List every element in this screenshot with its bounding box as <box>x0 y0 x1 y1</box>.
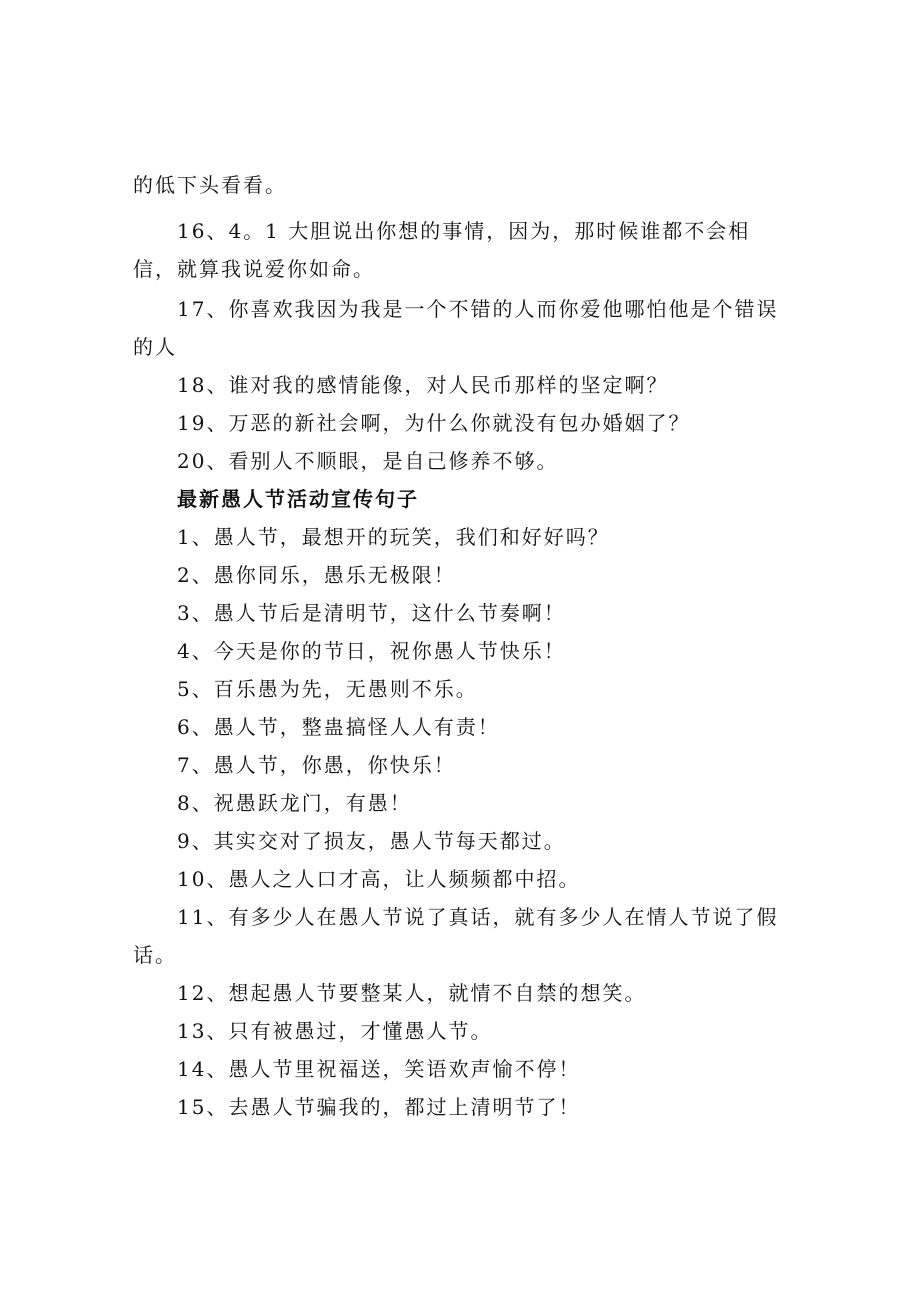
list-item: 15、去愚人节骗我的，都过上清明节了！ <box>177 1095 581 1119</box>
paragraph-continuation: 的低下头看看。 <box>133 173 287 197</box>
list-item: 1、愚人节，最想开的玩笑，我们和好好吗？ <box>177 525 610 549</box>
list-item: 8、祝愚跃龙门，有愚！ <box>177 791 412 815</box>
list-item: 9、其实交对了损友，愚人节每天都过。 <box>177 829 566 853</box>
list-item: 6、愚人节，整蛊搞怪人人有责！ <box>177 715 500 739</box>
list-item: 12、想起愚人节要整某人，就情不自禁的想笑。 <box>177 981 647 1005</box>
list-item: 2、愚你同乐，愚乐无极限！ <box>177 563 456 587</box>
list-item-17: 17、你喜欢我因为我是一个不错的人而你爱他哪怕他是个错误的人 <box>133 297 779 359</box>
list-item: 5、百乐愚为先，无愚则不乐。 <box>177 677 478 701</box>
list-item-16: 16、4。1 大胆说出你想的事情，因为，那时候谁都不会相信，就算我说爱你如命。 <box>133 219 751 281</box>
list-item: 14、愚人节里祝福送，笑语欢声愉不停！ <box>177 1057 581 1081</box>
list-item: 10、愚人之人口才高，让人频频都中招。 <box>177 867 581 891</box>
list-item: 3、愚人节后是清明节，这什么节奏啊！ <box>177 601 566 625</box>
list-item-18: 18、谁对我的感情能像，对人民币那样的坚定啊？ <box>177 373 669 397</box>
list-item: 11、有多少人在愚人节说了真话，就有多少人在情人节说了假话。 <box>133 905 779 967</box>
list-item-19: 19、万恶的新社会啊，为什么你就没有包办婚姻了？ <box>177 411 691 435</box>
list-item: 13、只有被愚过，才懂愚人节。 <box>177 1019 493 1043</box>
section-heading: 最新愚人节活动宣传句子 <box>177 487 419 511</box>
list-item-20: 20、看别人不顺眼，是自己修养不够。 <box>177 449 559 473</box>
list-item: 4、今天是你的节日，祝你愚人节快乐！ <box>177 639 566 663</box>
list-item: 7、愚人节，你愚，你快乐！ <box>177 753 456 777</box>
